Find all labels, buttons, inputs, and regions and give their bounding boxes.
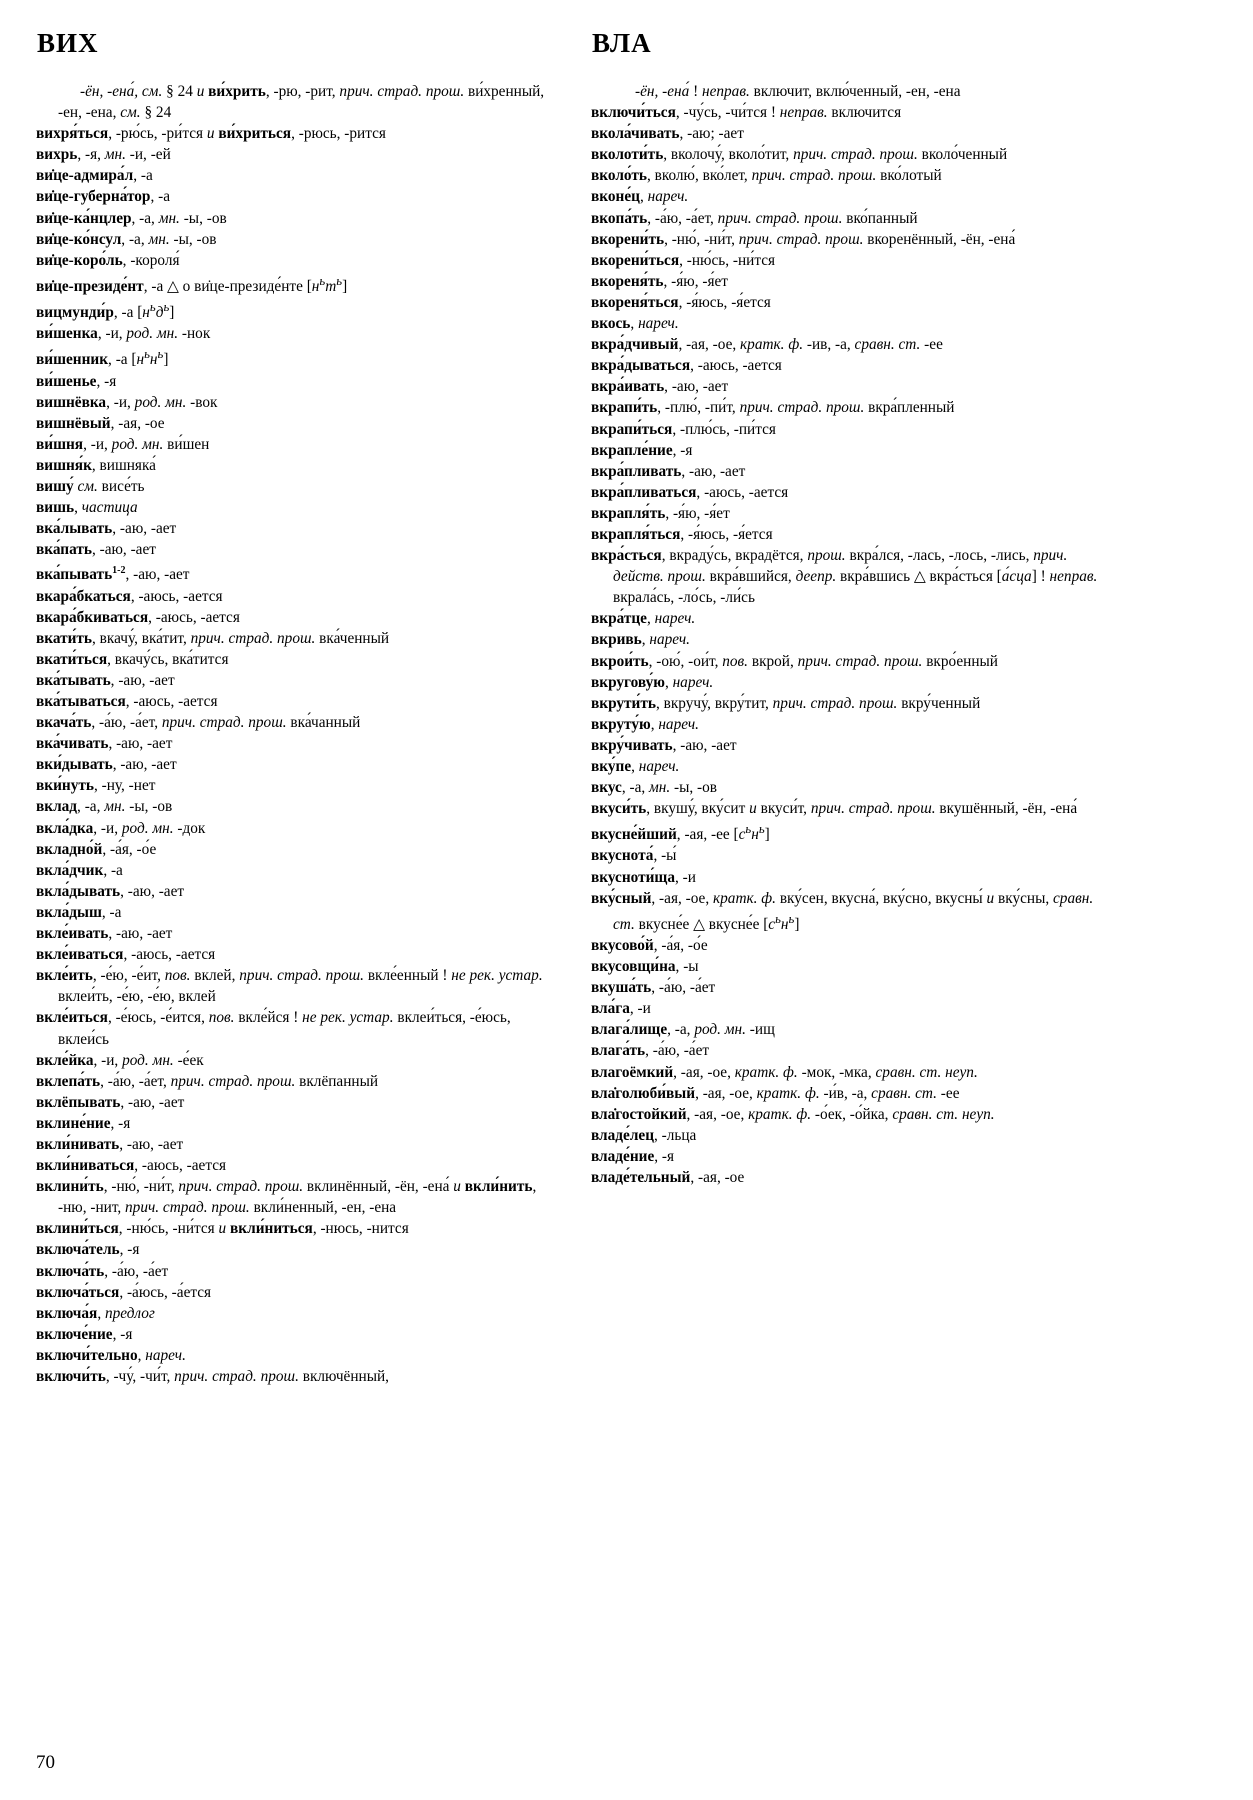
dictionary-entry: вицмунди́р, -а $[н^ьд^ь]$ — [36, 300, 175, 322]
dictionary-entry: влагоёмкий, -ая, -ое, кратк. ф. -мок, -мка, сравн. ст. неуп. — [591, 1063, 978, 1081]
dictionary-entry: вкра́сться, вкраду́сь, вкрадётся, прош. вкра́лся, -лась, -лось, -лись, прич. действ. прош. вкра́вшийся, деепр. вкра́вшись △ вкра́сться [а́сца] ! неправ. вкрала́сь, -ло́сь, -ли́сь — [591, 547, 1098, 607]
dictionary-entry: вка́пывать$^{1-2}$, -аю, -ает — [36, 565, 190, 584]
dictionary-entry: ви̇це-ка́нцлер, -а, мн. -ы, -ов — [36, 209, 227, 227]
dictionary-entry: вкусово́й, -а́я, -о́е — [591, 936, 708, 954]
dictionary-entry: вкра́пливаться, -аюсь, -ается — [591, 483, 789, 501]
dictionary-entry: вкле́иваться, -аюсь, -ается — [36, 946, 216, 964]
dictionary-entry: вкла́дыш, -а — [36, 903, 122, 921]
dictionary-entry: вка́тываться, -аюсь, -ается — [36, 693, 218, 710]
dictionary-entry: вконе́ц, нареч. — [591, 188, 689, 206]
dictionary-entry: вкрапи́ться, -плю́сь, -пи́тся — [591, 420, 776, 438]
dictionary-entry: вкрапле́ние, -я — [591, 441, 693, 459]
dictionary-entry: вкати́ть, вкачу́, вка́тит, прич. страд. прош. вка́ченный — [36, 629, 390, 647]
dictionary-entry: вкорени́ться, -ню́сь, -ни́тся — [591, 251, 776, 269]
dictionary-entry: вки́дывать, -аю, -ает — [36, 756, 177, 774]
dictionary-entry: ви́шенье, -я — [36, 372, 117, 390]
dictionary-entry: вклине́ние, -я — [36, 1114, 131, 1132]
dictionary-entry: вла́га, -и — [591, 1000, 651, 1018]
running-head-left: ВИХ — [37, 28, 99, 58]
dictionary-entry: ви̇це-коро́ль, -короля́ — [36, 251, 180, 269]
dictionary-entry: вклёпывать, -аю, -ает — [36, 1093, 185, 1111]
dictionary-entry: вкореня́ть, -я́ю, -я́ет — [591, 272, 728, 290]
dictionary-entry: вка́пать, -аю, -ает — [36, 541, 156, 559]
dictionary-entry: владе́ние, -я — [591, 1147, 675, 1165]
dictionary-entry: вкара́бкиваться, -аюсь, -ается — [36, 608, 240, 626]
dictionary-entry: вклепа́ть, -а́ю, -а́ет, прич. страд. прош. вклёпанный — [36, 1072, 379, 1090]
dictionary-entry: включи́ть, -чу́, -чи́т, прич. страд. прош. включённый, — [36, 1368, 390, 1385]
dictionary-entry: вкру́чивать, -аю, -ает — [591, 736, 737, 754]
dictionary-entry: вклад, -а, мн. -ы, -ов — [36, 798, 173, 816]
running-head-right: ВЛА — [592, 28, 652, 58]
dictionary-entry: вишнёвка, -и, род. мн. -вок — [36, 393, 218, 411]
dictionary-entry: вкрапи́ть, -плю́, -пи́т, прич. страд. прош. вкра́пленный — [591, 399, 955, 417]
dictionary-entry: вкругову́ю, нареч. — [591, 673, 714, 691]
dictionary-entry: вла̇голюби́вый, -ая, -ое, кратк. ф. -и́в, -а, сравн. ст. -ее — [591, 1084, 960, 1102]
dictionary-entry: ви̇це-ко́нсул, -а, мн. -ы, -ов — [36, 230, 217, 248]
column-right — [561, 81, 1116, 1387]
dictionary-entry: вкусовщи́на, -ы — [591, 958, 699, 976]
dictionary-entry: вка́тывать, -аю, -ает — [36, 671, 175, 689]
dictionary-entry: вкрапля́ться, -я́юсь, -я́ется — [591, 525, 773, 543]
dictionary-entry: ви́шенка, -и, род. мн. -нок — [36, 325, 211, 343]
dictionary-entry: вкати́ться, вкачу́сь, вка́тится — [36, 650, 229, 668]
dictionary-entry: вкли́ниваться, -аюсь, -ается — [36, 1157, 227, 1175]
dictionary-entry: вколо́ть, вколю́, вко́лет, прич. страд. прош. вко́лотый — [591, 167, 942, 185]
dictionary-entry: вкореня́ться, -я́юсь, -я́ется — [591, 293, 771, 311]
dictionary-entry: вишнёвый, -ая, -ое — [36, 414, 165, 432]
dictionary-entry: влага́лище, -а, род. мн. -ищ — [591, 1021, 775, 1039]
dictionary-entry: вкле́ивать, -аю, -ает — [36, 925, 173, 943]
dictionary-entry: ви̇це-губерна́тор, -а — [36, 188, 170, 206]
dictionary-entry: -ён, -ена́ ! неправ. включит, вклю́ченный, -ен, -ена — [635, 83, 961, 100]
dictionary-entry: -ён, -ена́, см. § 24 и ви́хрить, -рю, -рит, прич. страд. прош. ви́хренный, -ен, -ена, см. § 24 — [58, 83, 545, 122]
dictionary-entry: вкус, -а, мн. -ы, -ов — [591, 779, 718, 797]
dictionary-entry: вкра́дчивый, -ая, -ое, кратк. ф. -ив, -а, сравн. ст. -ее — [591, 336, 943, 354]
dictionary-entry: владе́тельный, -ая, -ое — [591, 1168, 745, 1186]
dictionary-entry: вка́лывать, -аю, -ает — [36, 520, 177, 538]
dictionary-entry: вку́сный, -ая, -ое, кратк. ф. вку́сен, вкусна́, вку́сно, вкусны́ и вку́сны, сравн. ст. вкусне́е △ вкусне́е $[с^ьн^ь]$ — [591, 889, 1094, 933]
dictionary-entry: вкривь, нареч. — [591, 631, 691, 649]
dictionary-entry: вкли́нивать, -аю, -ает — [36, 1135, 184, 1153]
dictionary-entry: включи́тельно, нареч. — [36, 1346, 186, 1364]
dictionary-entry: вку́пе, нареч. — [591, 758, 680, 775]
dictionary-entry: вкрои́ть, -ою́, -ои́т, пов. вкрой, прич. страд. прош. вкро́енный — [591, 652, 998, 670]
dictionary-entry: вкача́ть, -а́ю, -а́ет, прич. страд. прош. вка́чанный — [36, 714, 361, 732]
dictionary-entry: вкле́ить, -е́ю, -е́ит, пов. вклей, прич. страд. прош. вкле́енный ! не рек. устар. вклеи́ть, -е́ю, -е́ю, вклей — [36, 967, 543, 1006]
dictionary-entry: вишу́ см. висе́ть — [36, 477, 145, 495]
dictionary-entry: владе́лец, -льца — [591, 1126, 697, 1144]
dictionary-entry: включа́тель, -я — [36, 1241, 140, 1259]
dictionary-entry: вкара́бкаться, -аюсь, -ается — [36, 587, 223, 605]
dictionary-entry: вка́чивать, -аю, -ает — [36, 735, 173, 753]
page-columns — [34, 81, 1219, 1387]
dictionary-entry: ви́шенник, -а $[н^ьн^ь]$ — [36, 347, 169, 369]
dictionary-entry: вкуси́ть, вкушу́, вку́сит и вкуси́т, прич. страд. прош. вкушённый, -ён, -ена́ — [591, 800, 1078, 818]
dictionary-entry: включа́ться, -а́юсь, -а́ется — [36, 1283, 212, 1301]
dictionary-entry: вкусноти́ща, -и — [591, 868, 696, 886]
dictionary-entry: ви̇це-президе́нт, -а △ о ви̇це-президе́нте $[н^ьт^ь]$ — [36, 273, 348, 295]
dictionary-entry: вишня́к, вишняка́ — [36, 456, 156, 474]
dictionary-entry: вкруту́ю, нареч. — [591, 715, 699, 733]
dictionary-entry: включе́ние, -я — [36, 1325, 133, 1343]
dictionary-entry: вихря́ться, -рю́сь, -ри́тся и ви́хриться, -рюсь, -рится — [36, 125, 386, 143]
dictionary-entry: вкорени́ть, -ню́, -ни́т, прич. страд. прош. вкоренённый, -ён, -ена́ — [591, 230, 1016, 248]
dictionary-entry: вкра́ивать, -аю, -ает — [591, 378, 729, 396]
dictionary-entry: вкра́дываться, -аюсь, -ается — [591, 357, 782, 375]
dictionary-entry: вла̇гостойкий, -ая, -ое, кратк. ф. -о́ек, -о́йка, сравн. ст. неуп. — [591, 1105, 995, 1123]
dictionary-entry: вкола́чивать, -аю; -ает — [591, 125, 744, 143]
dictionary-entry: вклини́ть, -ню́, -ни́т, прич. страд. прош. вклинённый, -ён, -ена́ и вкли́нить, -ню, -нит, прич. страд. прош. вкли́ненный, -ен, -ена — [36, 1178, 537, 1217]
dictionary-entry: вкусне́йший, -ая, -ее $[с^ьн^ь]$ — [591, 822, 770, 844]
dictionary-entry: вкуша́ть, -а́ю, -а́ет — [591, 979, 716, 997]
dictionary-entry: вкла́дка, -и, род. мн. -док — [36, 819, 206, 837]
dictionary-entry: вкла́дчик, -а — [36, 861, 123, 879]
running-heads — [34, 28, 1219, 59]
dictionary-entry: вкось, нареч. — [591, 315, 679, 333]
dictionary-entry: вкуснота́, -ы́ — [591, 847, 677, 865]
dictionary-entry: вколоти́ть, вколочу́, вколо́тит, прич. страд. прош. вколо́ченный — [591, 146, 1008, 164]
dictionary-entry: включа́ть, -а́ю, -а́ет — [36, 1262, 169, 1280]
dictionary-entry: ви́шня, -и, род. мн. ви́шен — [36, 435, 210, 453]
dictionary-entry: вкле́йка, -и, род. мн. -е́ек — [36, 1051, 204, 1069]
dictionary-entry: включи́ться, -чу́сь, -чи́тся ! неправ. включится — [591, 104, 902, 122]
dictionary-entry: вкрапля́ть, -я́ю, -я́ет — [591, 504, 730, 522]
dictionary-entry: вкра́тце, нареч. — [591, 610, 696, 628]
dictionary-entry: вкра́пливать, -аю, -ает — [591, 462, 746, 480]
dictionary-entry: включа́я, предлог — [36, 1304, 155, 1322]
dictionary-entry: вкладно́й, -а́я, -о́е — [36, 840, 157, 858]
dictionary-entry: вкопа́ть, -а́ю, -а́ет, прич. страд. прош. вко́панный — [591, 209, 918, 227]
dictionary-entry: вкла́дывать, -аю, -ает — [36, 882, 185, 900]
dictionary-entry: вкрути́ть, вкручу́, вкру́тит, прич. страд. прош. вкру́ченный — [591, 694, 981, 712]
dictionary-entry: вишь, частица — [36, 499, 138, 517]
dictionary-entry: ви̇це-адмира́л, -а — [36, 167, 153, 185]
column-left — [34, 81, 561, 1387]
dictionary-entry: вихрь, -я, мн. -и, -ей — [36, 146, 171, 164]
page-number: 70 — [36, 1752, 55, 1773]
dictionary-entry: вкле́иться, -е́юсь, -е́ится, пов. вкле́йся ! не рек. устар. вклеи́ться, -е́юсь, вклеи́сь — [36, 1009, 511, 1048]
dictionary-entry: влага́ть, -а́ю, -а́ет — [591, 1042, 710, 1060]
dictionary-entry: вклини́ться, -ню́сь, -ни́тся и вкли́ниться, -нюсь, -нится — [36, 1220, 409, 1238]
dictionary-entry: вки́нуть, -ну, -нет — [36, 777, 156, 795]
